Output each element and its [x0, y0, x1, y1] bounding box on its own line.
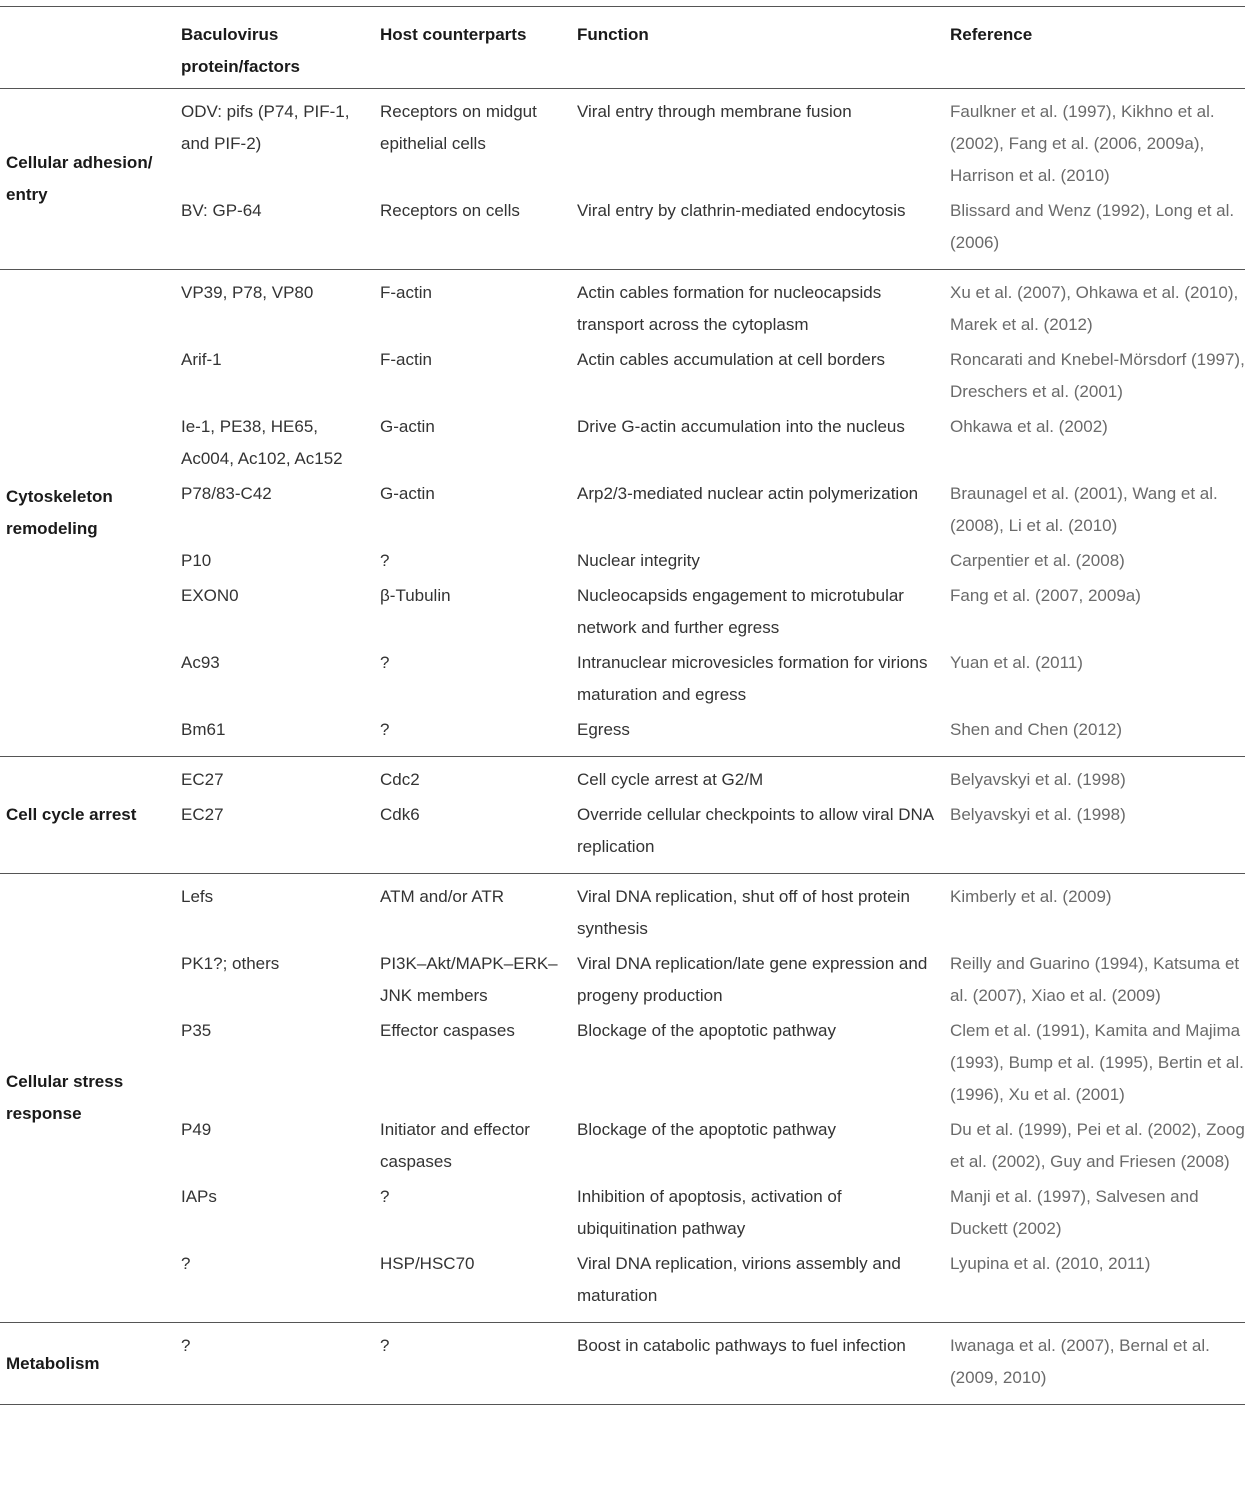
host-cell: PI3K–Akt/MAPK–ERK–JNK members [380, 954, 558, 1005]
function-cell: Viral DNA replication/late gene expression and progeny production [577, 954, 928, 1005]
protein-cell: EXON0 [181, 586, 239, 605]
host-cell: β-Tubulin [380, 586, 451, 605]
protein-cell: Arif-1 [181, 350, 222, 369]
table-row [175, 948, 1245, 1015]
reference-cell: Manji et al. (1997), Salvesen and Duckett (2002) [950, 1187, 1199, 1238]
protein-cell: Lefs [181, 887, 214, 906]
group-rows [175, 270, 1245, 756]
table-group [0, 1323, 1245, 1404]
function-cell: Viral entry by clathrin-mediated endocytosis [577, 201, 906, 220]
header-function: Function [577, 25, 649, 44]
reference-cell: Carpentier et al. (2008) [950, 551, 1125, 570]
reference-cell: Blissard and Wenz (1992), Long et al. (2006) [950, 201, 1235, 252]
table-row [175, 714, 1245, 749]
protein-cell: VP39, P78, VP80 [181, 283, 314, 302]
reference-cell: Kimberly et al. (2009) [950, 887, 1112, 906]
protein-cell: Bm61 [181, 720, 226, 739]
host-cell: Receptors on cells [380, 201, 520, 220]
host-cell: Cdc2 [380, 770, 420, 789]
function-cell: Drive G-actin accumulation into the nucleus [577, 417, 905, 436]
host-cell: ? [380, 1336, 390, 1355]
reference-cell: Fang et al. (2007, 2009a) [950, 586, 1141, 605]
table-row [175, 344, 1245, 411]
protein-cell: P10 [181, 551, 212, 570]
reference-cell: Belyavskyi et al. (1998) [950, 805, 1126, 824]
host-cell: Effector caspases [380, 1021, 515, 1040]
reference-cell: Faulkner et al. (1997), Kikhno et al. (2002), Fang et al. (2006, 2009a), Harrison et al. (2010) [950, 102, 1215, 185]
host-cell: Receptors on midgut epithelial cells [380, 102, 537, 153]
table-row [175, 647, 1245, 714]
table-group [0, 874, 1245, 1323]
host-cell: Initiator and effector caspases [380, 1120, 530, 1171]
function-cell: Intranuclear microvesicles formation for virions maturation and egress [577, 653, 928, 704]
function-cell: Viral DNA replication, virions assembly and maturation [577, 1254, 901, 1305]
function-cell: Override cellular checkpoints to allow viral DNA replication [577, 805, 934, 856]
reference-cell: Iwanaga et al. (2007), Bernal et al. (2009, 2010) [950, 1336, 1210, 1387]
host-cell: ATM and/or ATR [380, 887, 505, 906]
table-row [175, 277, 1245, 344]
protein-cell: ? [181, 1336, 191, 1355]
table-row [175, 799, 1245, 866]
table-group [0, 270, 1245, 757]
host-cell: G-actin [380, 484, 435, 503]
group-rows [175, 89, 1245, 269]
protein-cell: Ac93 [181, 653, 220, 672]
table-row [175, 96, 1245, 195]
header-reference: Reference [950, 25, 1033, 44]
reference-cell: Braunagel et al. (2001), Wang et al. (2008), Li et al. (2010) [950, 484, 1218, 535]
protein-cell: PK1?; others [181, 954, 280, 973]
header-category [0, 19, 175, 88]
table-row [175, 1330, 1245, 1397]
table-group [0, 89, 1245, 270]
table-row [175, 195, 1245, 262]
reference-cell: Du et al. (1999), Pei et al. (2002), Zoog et al. (2002), Guy and Friesen (2008) [950, 1120, 1245, 1171]
group-label: Cellular stress response [6, 1072, 124, 1123]
table-row [175, 1114, 1245, 1181]
table-row [175, 411, 1245, 478]
table-row [175, 1181, 1245, 1248]
table-row [175, 580, 1245, 647]
protein-cell: P35 [181, 1021, 212, 1040]
table-header [0, 7, 1245, 89]
group-rows [175, 874, 1245, 1322]
protein-cell: P78/83-C42 [181, 484, 272, 503]
reference-cell: Clem et al. (1991), Kamita and Majima (1993), Bump et al. (1995), Bertin et al. (1996), Xu et al. (2001) [950, 1021, 1244, 1104]
table-row [175, 881, 1245, 948]
table-row [175, 478, 1245, 545]
protein-cell: BV: GP-64 [181, 201, 262, 220]
protein-cell: Ie-1, PE38, HE65, Ac004, Ac102, Ac152 [181, 417, 343, 468]
header-protein: Baculovirus protein/factors [181, 25, 301, 76]
protein-cell: P49 [181, 1120, 212, 1139]
table-row [175, 1248, 1245, 1315]
function-cell: Nuclear integrity [577, 551, 700, 570]
group-rows [175, 1323, 1245, 1404]
function-cell: Boost in catabolic pathways to fuel infection [577, 1336, 906, 1355]
function-cell: Actin cables accumulation at cell borders [577, 350, 886, 369]
host-cell: HSP/HSC70 [380, 1254, 475, 1273]
function-cell: Blockage of the apoptotic pathway [577, 1120, 836, 1139]
function-cell: Blockage of the apoptotic pathway [577, 1021, 836, 1040]
function-cell: Actin cables formation for nucleocapsids transport across the cytoplasm [577, 283, 882, 334]
host-cell: ? [380, 653, 390, 672]
group-label: Cytoskeleton remodeling [6, 487, 113, 538]
function-cell: Viral DNA replication, shut off of host protein synthesis [577, 887, 910, 938]
table-row [175, 1015, 1245, 1114]
reference-cell: Roncarati and Knebel-Mörsdorf (1997), Dreschers et al. (2001) [950, 350, 1245, 401]
group-label: Metabolism [6, 1353, 100, 1373]
group-label: Cell cycle arrest [6, 805, 137, 824]
function-cell: Arp2/3-mediated nuclear actin polymerization [577, 484, 919, 503]
reference-cell: Lyupina et al. (2010, 2011) [950, 1254, 1151, 1273]
function-cell: Nucleocapsids engagement to microtubular network and further egress [577, 586, 904, 637]
header-host: Host counterparts [380, 25, 527, 44]
protein-cell: ? [181, 1254, 191, 1273]
table-body [0, 89, 1245, 1404]
host-cell: F-actin [380, 283, 432, 302]
protein-cell: IAPs [181, 1187, 217, 1206]
protein-cell: EC27 [181, 770, 224, 789]
host-cell: ? [380, 720, 390, 739]
function-cell: Viral entry through membrane fusion [577, 102, 852, 121]
host-cell: Cdk6 [380, 805, 420, 824]
function-cell: Inhibition of apoptosis, activation of ubiquitination pathway [577, 1187, 842, 1238]
reference-cell: Yuan et al. (2011) [950, 653, 1083, 672]
group-label: Cellular adhesion/ entry [6, 153, 153, 204]
protein-cell: EC27 [181, 805, 224, 824]
table-row [175, 764, 1245, 799]
protein-cell: ODV: pifs (P74, PIF-1, and PIF-2) [181, 102, 350, 153]
host-cell: F-actin [380, 350, 432, 369]
reference-cell: Xu et al. (2007), Ohkawa et al. (2010), Marek et al. (2012) [950, 283, 1239, 334]
host-cell: ? [380, 551, 390, 570]
data-table [0, 6, 1245, 1405]
host-cell: G-actin [380, 417, 435, 436]
table-group [0, 757, 1245, 874]
host-cell: ? [380, 1187, 390, 1206]
reference-cell: Reilly and Guarino (1994), Katsuma et al. (2007), Xiao et al. (2009) [950, 954, 1240, 1005]
table-row [175, 545, 1245, 580]
reference-cell: Shen and Chen (2012) [950, 720, 1123, 739]
group-rows [175, 757, 1245, 873]
reference-cell: Ohkawa et al. (2002) [950, 417, 1108, 436]
function-cell: Cell cycle arrest at G2/M [577, 770, 764, 789]
function-cell: Egress [577, 720, 630, 739]
reference-cell: Belyavskyi et al. (1998) [950, 770, 1126, 789]
